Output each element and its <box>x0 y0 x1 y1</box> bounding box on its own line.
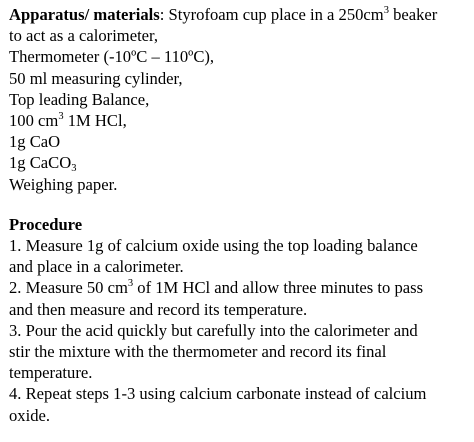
procedure-step-1-line-1: 1. Measure 1g of calcium oxide using the top loading balance <box>9 236 418 256</box>
apparatus-intro-line <box>9 4 466 25</box>
procedure-section <box>9 214 466 426</box>
procedure-step-3-line-1: 3. Pour the acid quickly but carefully into the calorimeter and <box>9 320 418 340</box>
procedure-step-2-line-2: and then measure and record its temperature. <box>9 299 308 319</box>
hcl-concentration-text: 1M HCl, <box>63 111 127 131</box>
procedure-step-4-line-1: 4. Repeat steps 1-3 using calcium carbonate instead of calcium <box>9 384 427 404</box>
cubic-superscript: 3 <box>58 111 64 123</box>
apparatus-colon: : <box>159 5 165 24</box>
apparatus-item-cylinder: 50 ml measuring cylinder, <box>9 68 183 88</box>
apparatus-intro-text-end: beaker <box>388 5 438 24</box>
apparatus-item-hcl <box>9 110 466 131</box>
apparatus-section <box>9 4 466 195</box>
procedure-step-4-line-2: oxide. <box>9 405 51 425</box>
section-spacer <box>9 195 466 214</box>
procedure-step-3-line-2: stir the mixture with the thermometer and record its final <box>9 342 387 362</box>
cubic-superscript: 3 <box>127 278 134 290</box>
apparatus-heading: Apparatus/ materials <box>9 5 160 24</box>
caco3-text: 1g CaCO <box>9 153 72 173</box>
subscript-three: 3 <box>71 163 77 175</box>
procedure-step-1-line-2: and place in a calorimeter. <box>9 257 184 277</box>
step2-text: 2. Measure 50 cm <box>9 278 128 298</box>
procedure-step-3-line-3: temperature. <box>9 363 93 383</box>
apparatus-item-caco3 <box>9 152 466 173</box>
cubic-superscript: 3 <box>383 5 389 16</box>
apparatus-item-cao: 1g CaO <box>9 132 61 152</box>
procedure-heading: Procedure <box>9 214 83 234</box>
step2-text-end: of 1M HCl and allow three minutes to pass <box>133 278 424 298</box>
hcl-volume-text: 100 cm <box>9 111 59 131</box>
apparatus-item-balance: Top leading Balance, <box>9 89 150 109</box>
procedure-step-2-line-1 <box>9 277 466 298</box>
apparatus-intro-text: Styrofoam cup place in a 250cm <box>164 5 384 24</box>
apparatus-intro-line-2: to act as a calorimeter, <box>9 26 159 46</box>
apparatus-item-paper: Weighing paper. <box>9 174 118 194</box>
apparatus-item-thermometer: Thermometer (-10ºC – 110ºC), <box>9 47 215 67</box>
